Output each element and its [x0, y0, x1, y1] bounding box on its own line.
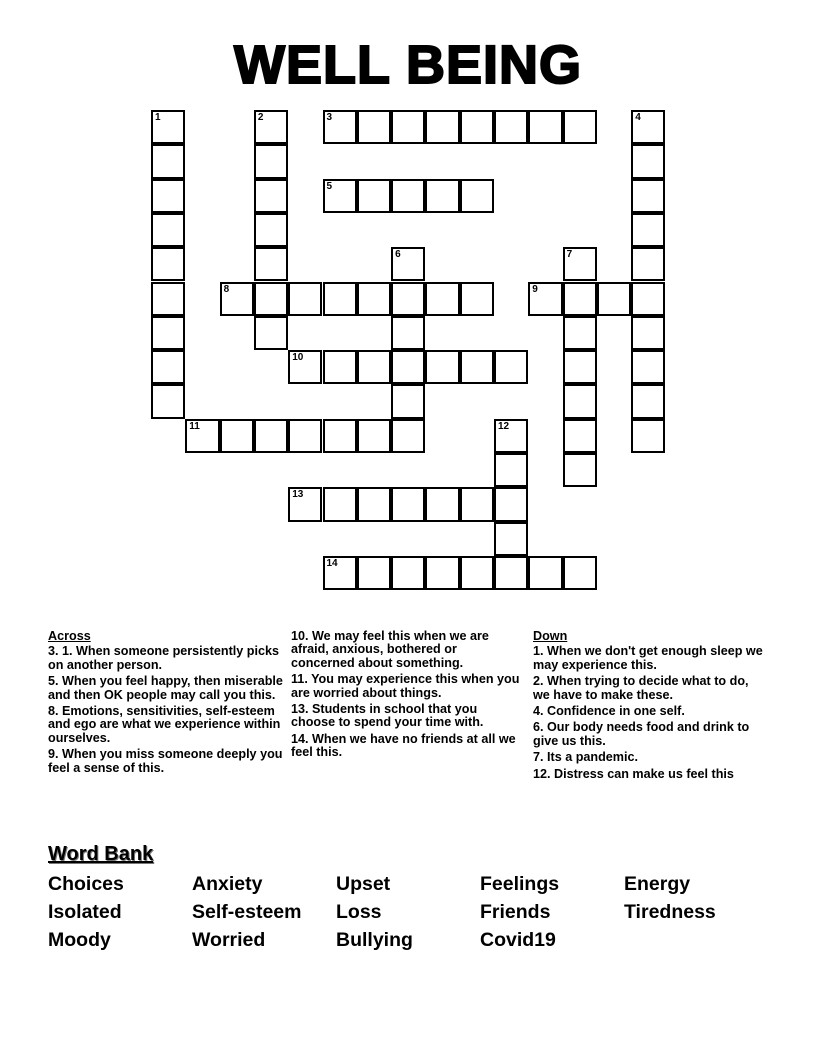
grid-cell[interactable] [425, 179, 459, 213]
grid-cell[interactable] [494, 110, 528, 144]
grid-cell[interactable] [357, 487, 391, 521]
grid-cell[interactable] [151, 213, 185, 247]
across-clues-continued [291, 630, 523, 763]
grid-cell[interactable] [357, 110, 391, 144]
grid-clue-number: 10 [292, 352, 304, 364]
grid-cell[interactable] [494, 522, 528, 556]
grid-cell[interactable] [460, 556, 494, 590]
word-bank-word: Covid19 [480, 929, 556, 951]
grid-cell[interactable] [425, 350, 459, 384]
word-bank-word: Upset [336, 873, 391, 895]
grid-cell[interactable] [254, 282, 288, 316]
clue-text: Emotions, sensitivities, self-esteem and ego are what we experience within ourselves. [48, 704, 281, 745]
grid-cell[interactable] [528, 110, 562, 144]
grid-cell[interactable] [631, 316, 665, 350]
clue-across-9 [48, 748, 288, 775]
grid-cell[interactable] [631, 350, 665, 384]
grid-clue-number: 8 [223, 283, 230, 295]
grid-cell[interactable] [391, 247, 425, 281]
grid-cell[interactable] [357, 419, 391, 453]
clue-text: Confidence in one self. [543, 704, 685, 719]
clue-down-6 [533, 721, 765, 748]
grid-cell[interactable] [631, 384, 665, 418]
grid-cell[interactable] [563, 282, 597, 316]
grid-cell[interactable] [323, 556, 357, 590]
grid-cell[interactable] [494, 419, 528, 453]
word-bank-word: Anxiety [192, 873, 263, 895]
word-bank-word: Tiredness [624, 901, 716, 923]
grid-clue-number: 11 [189, 420, 200, 432]
clue-text: Students in school that you choose to spend your time with. [291, 702, 484, 730]
grid-cell[interactable] [220, 282, 254, 316]
clue-down-2 [533, 675, 765, 702]
clue-text: Its a pandemic. [543, 750, 638, 765]
grid-cell[interactable] [357, 179, 391, 213]
grid-cell[interactable] [528, 282, 562, 316]
grid-cell[interactable] [323, 487, 357, 521]
grid-cell[interactable] [151, 316, 185, 350]
grid-cell[interactable] [357, 350, 391, 384]
grid-clue-number: 3 [326, 112, 333, 123]
clue-across-11 [291, 673, 523, 700]
grid-cell[interactable] [288, 350, 322, 384]
grid-cell[interactable] [151, 144, 185, 178]
grid-cell[interactable] [391, 179, 425, 213]
grid-clue-number: 12 [498, 420, 510, 432]
clue-text: When you miss someone deeply you feel a sense of this. [48, 747, 283, 775]
clue-text: When you feel happy, then miserable and then OK people may call you this. [48, 674, 283, 702]
grid-cell[interactable] [425, 282, 459, 316]
grid-cell[interactable] [391, 419, 425, 453]
word-bank-word: Worried [192, 929, 266, 951]
grid-clue-number: 7 [566, 249, 573, 261]
grid-cell[interactable] [563, 453, 597, 487]
grid-cell[interactable] [597, 282, 631, 316]
grid-cell[interactable] [563, 419, 597, 453]
word-bank-word: Moody [48, 929, 111, 951]
word-bank-word: Isolated [48, 901, 122, 923]
grid-cell[interactable] [254, 316, 288, 350]
page-title: WELL BEING [233, 35, 582, 95]
clue-across-5 [48, 675, 288, 702]
grid-cell[interactable] [185, 419, 219, 453]
grid-cell[interactable] [391, 110, 425, 144]
clue-across-10 [291, 630, 523, 670]
grid-clue-number: 1 [155, 112, 161, 123]
grid-clue-number: 6 [395, 249, 401, 261]
grid-cell[interactable] [528, 556, 562, 590]
clue-across-14 [291, 733, 523, 760]
grid-cell[interactable] [254, 144, 288, 178]
grid-cell[interactable] [323, 282, 357, 316]
clue-down-1 [533, 645, 765, 672]
grid-cell[interactable] [563, 316, 597, 350]
grid-cell[interactable] [391, 556, 425, 590]
grid-cell[interactable] [391, 487, 425, 521]
grid-cell[interactable] [425, 556, 459, 590]
grid-cell[interactable] [631, 110, 665, 144]
word-bank-word: Energy [624, 873, 691, 895]
clue-text: Our body needs food and drink to give us this. [533, 720, 750, 748]
grid-cell[interactable] [151, 110, 185, 144]
clue-number: 8. [48, 704, 59, 719]
grid-cell[interactable] [288, 487, 322, 521]
clue-number: 12. [533, 766, 551, 781]
grid-cell[interactable] [494, 487, 528, 521]
grid-cell[interactable] [254, 179, 288, 213]
grid-cell[interactable] [254, 419, 288, 453]
clue-down-12 [533, 768, 765, 781]
grid-cell[interactable] [563, 556, 597, 590]
clue-text: 1. When someone persistently picks on another person. [48, 644, 279, 672]
grid-cell[interactable] [151, 247, 185, 281]
grid-clue-number: 4 [635, 112, 641, 123]
clue-number: 13. [291, 702, 309, 717]
grid-clue-number: 13 [292, 489, 304, 501]
grid-cell[interactable] [357, 556, 391, 590]
grid-cell[interactable] [391, 384, 425, 418]
clue-number: 4. [533, 704, 544, 719]
clue-number: 11. [291, 672, 308, 687]
grid-cell[interactable] [151, 179, 185, 213]
clue-across-8 [48, 705, 288, 745]
grid-cell[interactable] [391, 316, 425, 350]
grid-cell[interactable] [425, 487, 459, 521]
grid-cell[interactable] [254, 213, 288, 247]
grid-cell[interactable] [288, 419, 322, 453]
clue-down-4 [533, 705, 765, 718]
clue-number: 9. [48, 747, 59, 762]
grid-cell[interactable] [631, 282, 665, 316]
down-heading: Down [533, 629, 568, 643]
grid-cell[interactable] [391, 282, 425, 316]
word-bank-word: Feelings [480, 873, 560, 895]
clue-number: 1. [533, 644, 544, 659]
clue-number: 2. [533, 674, 544, 689]
grid-clue-number: 9 [532, 283, 538, 295]
grid-cell[interactable] [494, 453, 528, 487]
grid-cell[interactable] [631, 247, 665, 281]
clue-number: 5. [48, 674, 59, 689]
grid-cell[interactable] [631, 179, 665, 213]
grid-cell[interactable] [254, 247, 288, 281]
grid-cell[interactable] [323, 350, 357, 384]
grid-cell[interactable] [631, 419, 665, 453]
clue-text: We may feel this when we are afraid, anxious, bothered or concerned about something. [291, 629, 489, 670]
grid-cell[interactable] [494, 350, 528, 384]
word-bank-word: Friends [480, 901, 551, 923]
grid-cell[interactable] [460, 110, 494, 144]
word-bank-word: Loss [336, 901, 382, 923]
word-bank-word: Self-esteem [192, 901, 302, 923]
grid-cell[interactable] [563, 110, 597, 144]
grid-cell[interactable] [460, 350, 494, 384]
grid-cell[interactable] [563, 350, 597, 384]
word-bank-word: Choices [48, 873, 124, 895]
grid-cell[interactable] [323, 419, 357, 453]
clue-text: Distress can make us feel this [550, 766, 734, 781]
across-clues [48, 630, 288, 778]
grid-cell[interactable] [460, 487, 494, 521]
grid-cell[interactable] [323, 110, 357, 144]
clue-number: 14. [291, 731, 309, 746]
grid-cell[interactable] [288, 282, 322, 316]
grid-cell[interactable] [151, 282, 185, 316]
clue-number: 6. [533, 720, 544, 735]
across-heading: Across [48, 629, 91, 643]
clue-text: When trying to decide what to do, we have to make these. [533, 674, 749, 702]
grid-cell[interactable] [494, 556, 528, 590]
clue-text: When we don't get enough sleep we may experience this. [533, 644, 763, 672]
grid-cell[interactable] [391, 350, 425, 384]
clue-text: You may experience this when you are worried about things. [291, 672, 520, 700]
clue-across-3 [48, 645, 288, 672]
grid-cell[interactable] [631, 213, 665, 247]
grid-clue-number: 14 [326, 557, 338, 569]
word-bank-word: Bullying [336, 929, 413, 951]
down-clues [533, 630, 765, 784]
clue-number: 10. [291, 629, 309, 643]
grid-cell[interactable] [563, 247, 597, 281]
clue-across-13 [291, 703, 523, 730]
grid-cell[interactable] [460, 282, 494, 316]
grid-cell[interactable] [631, 144, 665, 178]
grid-cell[interactable] [425, 110, 459, 144]
word-bank-title: Word Bank [48, 843, 154, 865]
grid-clue-number: 5 [326, 180, 333, 192]
grid-cell[interactable] [563, 384, 597, 418]
grid-cell[interactable] [151, 350, 185, 384]
clue-number: 7. [533, 750, 544, 765]
clue-down-7 [533, 751, 765, 764]
grid-cell[interactable] [357, 282, 391, 316]
clue-text: When we have no friends at all we feel this. [291, 731, 516, 760]
grid-cell[interactable] [254, 110, 288, 144]
grid-cell[interactable] [323, 179, 357, 213]
grid-cell[interactable] [151, 384, 185, 418]
grid-cell[interactable] [220, 419, 254, 453]
grid-clue-number: 2 [257, 112, 264, 123]
clue-number: 3. [48, 644, 59, 659]
grid-cell[interactable] [460, 179, 494, 213]
